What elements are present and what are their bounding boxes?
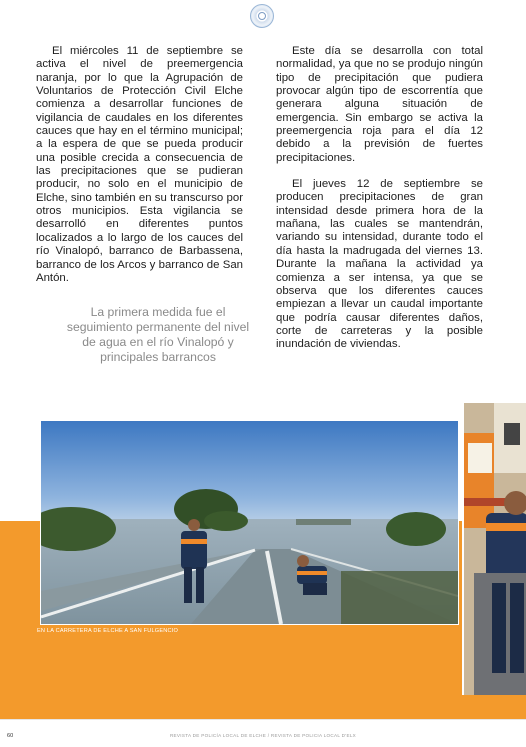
article-column-left xyxy=(36,45,243,285)
paragraph: El miércoles 11 de septiembre se activa el nivel de preemergencia naranja, por lo que la Agrupación de Voluntarios de Protección Civil Elche comienza a desarrollar funciones de vigilancia de caudales en los diferentes cauces que hay en el término municipal; a la espera de que se pueda producir una posible crecida a consecuencia de las precipitaciones que se pudieran producir, no solo en el municipio de Elche, sino también en su transcurso por otros municipios. Esta vigilancia se desarrolló en diferentes puntos localizados a lo largo de los cauces del río Vinalopó, barranco de Barbassena, barranco de los Arcos y barranco de San Antón. xyxy=(36,45,243,284)
page-number: 60 xyxy=(7,733,14,739)
rescue-team-photo xyxy=(462,403,526,695)
paragraph: Este día se desarrolla con total normalidad, ya que no se produjo ningún tipo de precipitación que pudiera provocar algún tipo de escorrentía que generara alguna situación de emergencia. Sin embargo se activa la preemergencia roja para el día 12 debido a la previsión de fuertes precipitaciones. xyxy=(276,45,483,164)
footer-divider xyxy=(0,719,526,720)
flooded-road-photo xyxy=(40,420,459,625)
publication-name: REVISTA DE POLICÍA LOCAL DE ELCHE / REVISTA DE POLICIA LOCAL D'ELX xyxy=(169,733,357,738)
paragraph: El jueves 12 de septiembre se producen precipitaciones de gran intensidad desde primera hora de la mañana, las cuales se mantendrán, variando su intensidad, durante todo el día hasta la madrugada del viernes 13. Durante la mañana la actividad ya comienza a ser intensa, ya que se observa que los diferentes cauces empiezan a llevar un caudal importante que podría causar diferentes daños, corte de carreteras y la posible inundación de viviendas. xyxy=(276,178,483,351)
pull-quote: La primera medida fue el seguimiento permanente del nivel de agua en el río Vinalopó y principales barrancos xyxy=(66,305,250,364)
photo-caption: EN LA CARRETERA DE ELCHE A SAN FULGENCIO xyxy=(37,628,179,634)
article-column-right xyxy=(276,45,483,352)
police-emblem-icon xyxy=(250,4,274,28)
